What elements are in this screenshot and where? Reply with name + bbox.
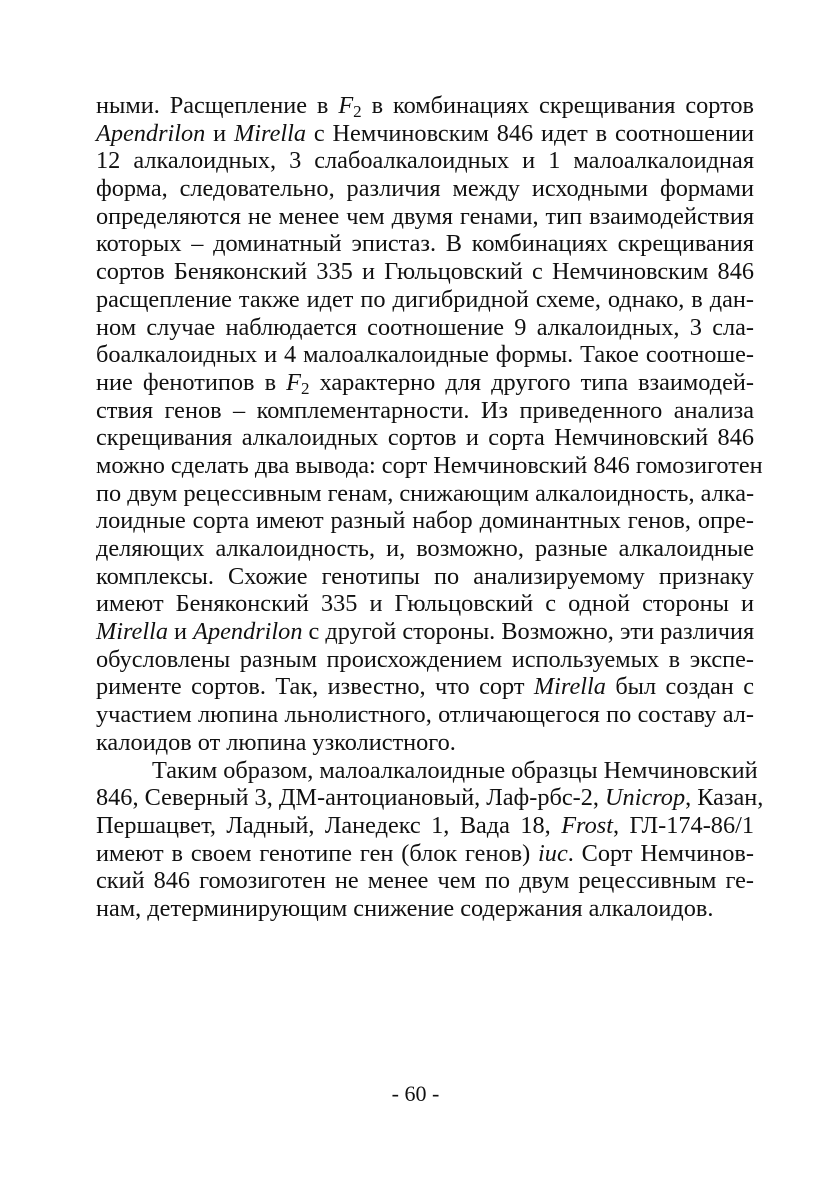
italic-term: Mirella [533, 673, 606, 701]
text-segment: ствия генов – комплементарности. Из приведенного анализа [96, 396, 754, 424]
text-segment: 846, Северный 3, ДМ-антоциановый, Лаф-рбс-2, [96, 784, 606, 812]
text-line [96, 646, 754, 674]
text-line [96, 424, 754, 452]
text-segment: в комбинациях скрещивания сортов [361, 92, 755, 119]
text-line [96, 867, 754, 895]
text-line [96, 369, 754, 397]
text-segment: 12 алкалоидных, 3 слабоалкалоидных и 1 малоалкалоидная [96, 147, 754, 175]
text-line [96, 784, 764, 812]
text-segment: нам, детерминирующим снижение содержания алкалоидов. [96, 894, 714, 922]
text-segment: обусловлены разным происхождением используемых в экспе- [96, 645, 754, 673]
text-line [96, 175, 754, 203]
text-line [96, 618, 754, 646]
text-line [96, 286, 754, 314]
subscript: 2 [300, 379, 310, 399]
text-segment: был создан с [605, 673, 754, 701]
text-segment: калоидов от люпина узколистного. [96, 728, 456, 756]
text-line [96, 840, 754, 868]
italic-term: Unicrop [605, 784, 686, 812]
text-line [96, 120, 754, 148]
paragraph-2 [96, 756, 764, 923]
text-line [96, 563, 754, 591]
text-line [96, 507, 754, 535]
text-segment: Таким образом, малоалкалоидные образцы Немчиновский [152, 756, 758, 784]
text-line [96, 673, 754, 701]
subscript: 2 [353, 102, 362, 122]
italic-term: Frost [561, 811, 613, 839]
text-segment: расщепление также идет по дигибридной схеме, однако, в дан- [96, 285, 754, 313]
text-segment: . Сорт Немчинов- [567, 839, 754, 867]
text-segment: ными. Расщепление в [96, 92, 339, 119]
text-line [96, 729, 754, 757]
text-segment: имеют в своем генотипе ген (блок генов) [96, 839, 539, 867]
text-segment: сортов Беняконский 335 и Гюльцовский с Немчиновским 846 [96, 258, 754, 286]
text-line [96, 203, 754, 231]
text-line [96, 895, 754, 923]
text-line [96, 451, 763, 480]
text-segment: комплексы. Схожие генотипы по анализируемому признаку [96, 562, 754, 590]
text-line [96, 756, 758, 785]
text-segment: имеют Беняконский 335 и Гюльцовский с одной стороны и [96, 590, 754, 618]
text-line [96, 258, 754, 286]
text-line [96, 341, 754, 369]
text-line [96, 230, 754, 258]
text-segment: , Казан, [685, 784, 764, 812]
italic-term: Mirella [96, 618, 168, 646]
text-line [96, 147, 754, 175]
text-segment: ние фенотипов в [96, 368, 287, 396]
paragraph-1 [96, 92, 763, 757]
text-segment: и [167, 618, 194, 646]
page-number: - 60 - [391, 1081, 440, 1106]
text-segment: форма, следовательно, различия между исходными формами [96, 175, 754, 203]
italic-term: F [286, 368, 301, 396]
italic-term: F [338, 92, 354, 119]
text-line [96, 314, 754, 342]
text-segment: ном случае наблюдается соотношение 9 алкалоидных, 3 сла- [96, 313, 754, 341]
italic-term: Apendrilon [193, 618, 303, 646]
italic-term: Apendrilon [96, 119, 206, 147]
text-line [96, 590, 754, 618]
text-segment: с другой стороны. Возможно, эти различия [302, 618, 755, 646]
text-segment: Першацвет, Ладный, Ланедекс 1, Вада 18, [96, 811, 562, 839]
text-segment: которых – доминатный эпистаз. В комбинациях скрещивания [96, 230, 754, 258]
text-segment: лоидные сорта имеют разный набор доминантных генов, опре- [96, 507, 754, 535]
text-line [96, 812, 754, 840]
text-segment: по двум рецессивным генам, снижающим алкалоидность, алка- [96, 479, 755, 507]
text-segment: можно сделать два вывода: сорт Немчиновский 846 гомозиготен [96, 451, 763, 479]
text-segment: рименте сортов. Так, известно, что сорт [96, 673, 534, 701]
text-segment: деляющих алкалоидность, и, возможно, разные алкалоидные [96, 535, 754, 562]
text-segment: , ГЛ-174-86/1 [612, 811, 754, 839]
italic-term: iuc [538, 839, 568, 867]
italic-term: Mirella [234, 119, 307, 147]
text-segment: участием люпина льнолистного, отличающегося по составу ал- [96, 701, 754, 729]
text-segment: и [205, 119, 235, 147]
text-line [96, 701, 754, 729]
text-segment: скрещивания алкалоидных сортов и сорта Немчиновский 846 [96, 424, 754, 452]
page-body [96, 92, 764, 923]
text-line [96, 535, 754, 563]
text-segment: боалкалоидных и 4 малоалкалоидные формы. Такое соотноше- [96, 341, 754, 369]
text-segment: определяются не менее чем двумя генами, тип взаимодействия [96, 202, 754, 230]
text-segment: характерно для другого типа взаимодей- [309, 368, 755, 396]
text-line [96, 397, 754, 425]
text-line [96, 92, 754, 120]
text-segment: с Немчиновским 846 идет в соотношении [306, 119, 754, 147]
text-segment: ский 846 гомозиготен не менее чем по двум рецессивным ге- [96, 867, 754, 895]
text-line [96, 480, 754, 508]
